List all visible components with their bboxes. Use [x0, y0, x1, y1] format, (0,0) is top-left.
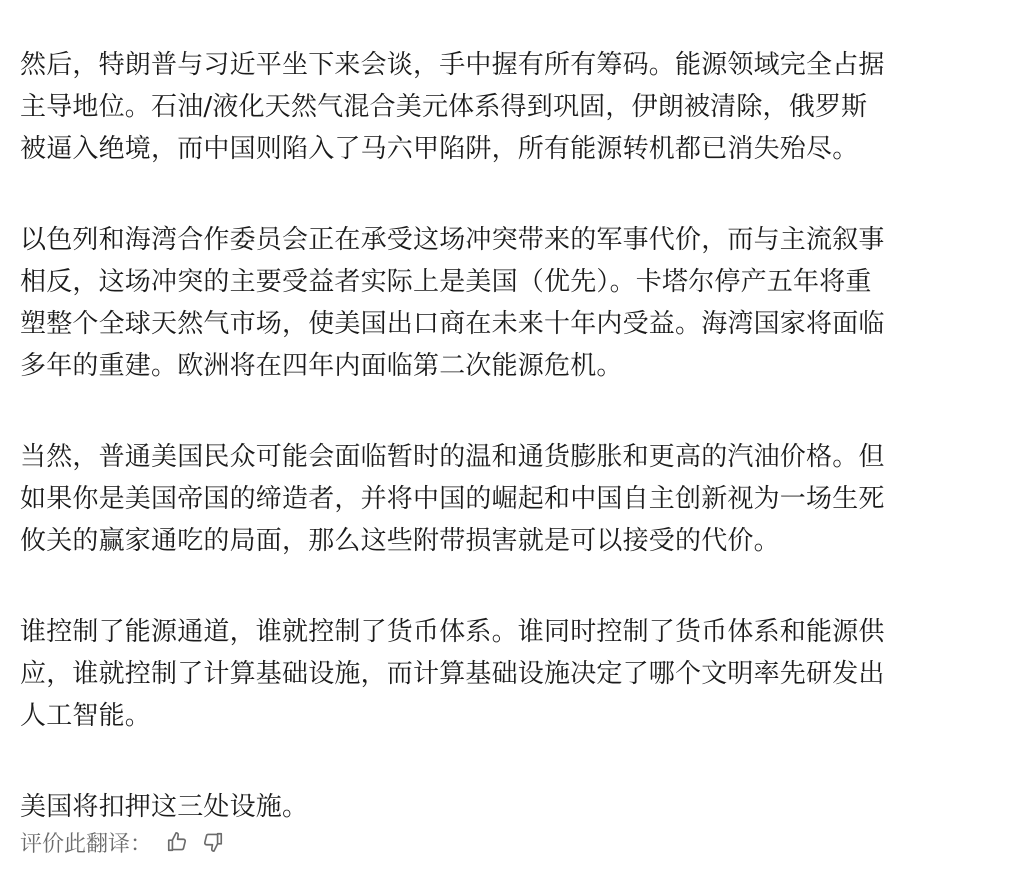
post-paragraph-2: [20, 219, 1010, 387]
paragraph-line: 攸关的赢家通吃的局面，那么这些附带损害就是可以接受的代价。: [20, 526, 780, 556]
paragraph-line: 被逼入绝境，而中国则陷入了马六甲陷阱，所有能源转机都已消失殆尽。: [20, 134, 859, 164]
paragraph-line: 如果你是美国帝国的缔造者，并将中国的崛起和中国自主创新视为一场生死: [20, 484, 885, 514]
post-paragraph-1: [20, 44, 1010, 170]
paragraph-line: 相反，这场冲突的主要受益者实际上是美国（优先）。卡塔尔停产五年将重: [20, 267, 872, 297]
post-paragraph-4: [20, 611, 1010, 737]
paragraph-line: 当然，普通美国民众可能会面临暂时的温和通货膨胀和更高的汽油价格。但: [20, 442, 885, 472]
post-body: [20, 44, 1010, 877]
post-paragraph-3: [20, 436, 1010, 562]
translation-feedback-bar: [20, 822, 224, 862]
paragraph-line: 多年的重建。欧洲将在四年内面临第二次能源危机。: [20, 351, 623, 381]
paragraph-line: 应，谁就控制了计算基础设施，而计算基础设施决定了哪个文明率先研发出: [20, 659, 885, 689]
translation-feedback-label: 评价此翻译：: [20, 831, 153, 857]
thumbs-down-icon[interactable]: [202, 831, 224, 853]
paragraph-line: 主导地位。石油/液化天然气混合美元体系得到巩固，伊朗被清除，俄罗斯: [20, 92, 868, 122]
paragraph-line: 塑整个全球天然气市场，使美国出口商在未来十年内受益。海湾国家将面临: [20, 309, 885, 339]
thumbs-up-icon[interactable]: [166, 831, 188, 853]
paragraph-line: 然后，特朗普与习近平坐下来会谈，手中握有所有筹码。能源领域完全占据: [20, 50, 885, 80]
paragraph-line: 美国将扣押这三处设施。: [20, 792, 309, 822]
paragraph-line: 人工智能。: [20, 701, 152, 731]
paragraph-line: 以色列和海湾合作委员会正在承受这场冲突带来的军事代价，而与主流叙事: [20, 225, 885, 255]
paragraph-line: 谁控制了能源通道，谁就控制了货币体系。谁同时控制了货币体系和能源供: [20, 617, 885, 647]
